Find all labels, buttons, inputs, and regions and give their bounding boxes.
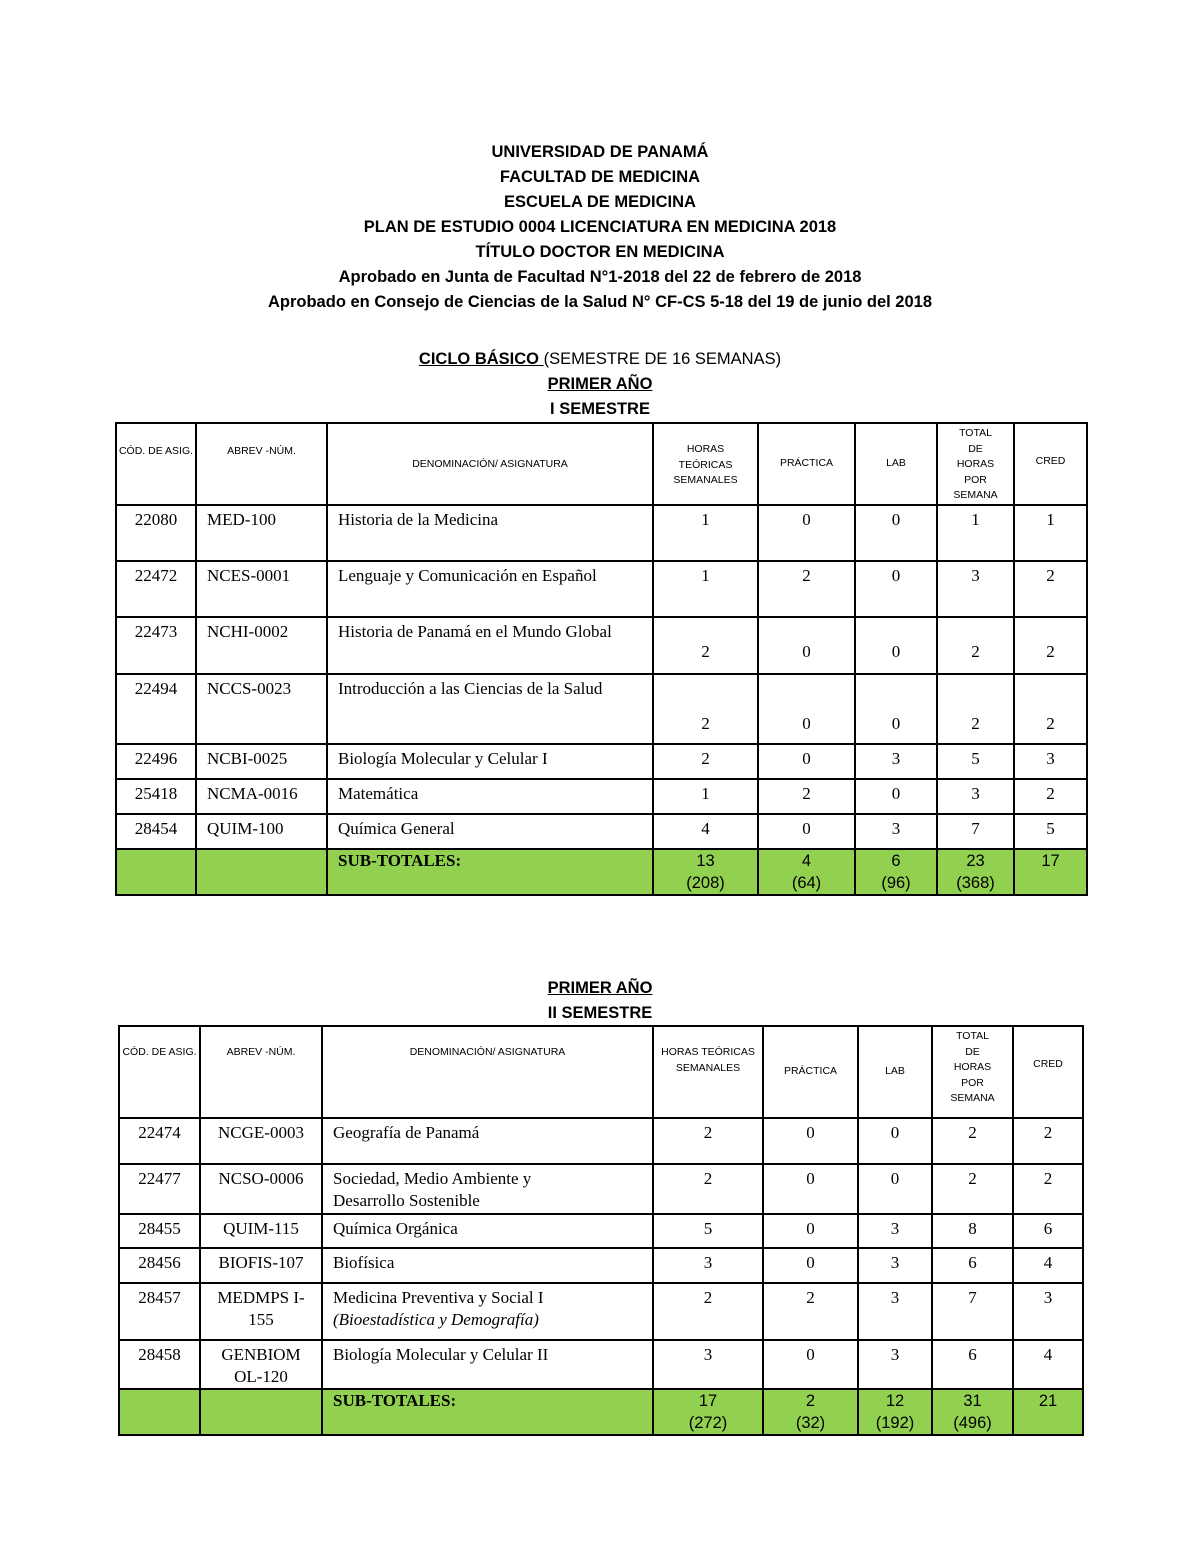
semester1-heading [0, 372, 1200, 422]
header-school: ESCUELA DE MEDICINA [504, 193, 696, 211]
cell-cod: 28454 [116, 814, 196, 849]
cell-lab: 3 [858, 1248, 932, 1283]
cell-cod: 22080 [116, 505, 196, 561]
cell-cred: 2 [1014, 779, 1087, 814]
cell-prac: 0 [758, 744, 855, 779]
subtotal-empty-abrev [196, 849, 327, 895]
table-row [116, 779, 1087, 814]
cell-abrev: GENBIOM OL-120 [200, 1340, 322, 1389]
cell-cred: 2 [1013, 1118, 1083, 1164]
subtotal-empty-abrev [200, 1389, 322, 1435]
cell-abrev: NCGE-0003 [200, 1118, 322, 1164]
cell-cod: 28457 [119, 1283, 200, 1340]
cell-cod: 28456 [119, 1248, 200, 1283]
subtotal-lab-hours: (96) [881, 873, 911, 892]
cell-lab: 0 [855, 674, 937, 744]
subtotal-prac [758, 849, 855, 895]
header-faculty: FACULTAD DE MEDICINA [499, 168, 701, 186]
semester2-heading [0, 976, 1200, 1026]
subtotal-prac-value: 4 [801, 851, 812, 870]
cell-teo: 3 [653, 1340, 763, 1389]
cell-cred: 4 [1013, 1340, 1083, 1389]
table-header-row [119, 1026, 1083, 1118]
cell-prac: 0 [758, 505, 855, 561]
subtotal-teo-value: 13 [696, 851, 715, 870]
cell-cred: 2 [1013, 1164, 1083, 1214]
subtotal-total-value: 31 [963, 1392, 982, 1410]
col-header-horas: HORAS TEÓRICAS SEMANALES [653, 423, 758, 505]
cell-denom-text: Química Orgánica [333, 1219, 458, 1238]
cell-prac: 0 [758, 617, 855, 674]
subtotal-prac [763, 1389, 858, 1435]
cell-denom: Historia de la Medicina [327, 505, 653, 561]
cell-prac: 0 [763, 1118, 858, 1164]
cell-prac: 0 [763, 1164, 858, 1214]
cell-denom [322, 1118, 653, 1164]
cell-denom-text: Biología Molecular y Celular II [333, 1345, 549, 1364]
subtotal-teo-hours: (272) [688, 1414, 728, 1432]
cell-cred: 2 [1014, 617, 1087, 674]
cell-abrev: QUIM-115 [200, 1214, 322, 1248]
cell-teo: 2 [653, 1283, 763, 1340]
cell-denom-text: Sociedad, Medio Ambiente y Desarrollo Sostenible [333, 1169, 532, 1210]
document-header [0, 140, 1200, 315]
cell-total: 1 [937, 505, 1014, 561]
semester2-title: II SEMESTRE [547, 1004, 653, 1022]
subtotal-cred: 17 [1014, 849, 1087, 895]
subtotal-total [937, 849, 1014, 895]
cell-cred: 3 [1014, 744, 1087, 779]
subtotal-cred: 21 [1013, 1389, 1083, 1435]
col-header-total: TOTAL DE HORAS POR SEMANA [937, 423, 1014, 505]
cell-denom [322, 1214, 653, 1248]
subtotal-lab-value: 6 [891, 851, 901, 870]
col-header-denom: DENOMINACIÓN/ ASIGNATURA [322, 1026, 653, 1118]
cell-prac: 0 [763, 1248, 858, 1283]
subtotal-teo-hours: (208) [686, 873, 725, 892]
table-row [116, 561, 1087, 617]
cell-abrev: NCES-0001 [196, 561, 327, 617]
header-approval-faculty: Aprobado en Junta de Facultad N°1-2018 del 22 de febrero de 2018 [338, 268, 862, 286]
semester2-year: PRIMER AÑO [547, 979, 653, 997]
cell-total: 2 [932, 1164, 1013, 1214]
cell-denom [322, 1164, 653, 1214]
table-row [119, 1118, 1083, 1164]
subtotal-row [119, 1389, 1083, 1435]
cell-abrev: NCBI-0025 [196, 744, 327, 779]
subtotal-prac-hours: (64) [791, 873, 822, 892]
cell-denom: Introducción a las Ciencias de la Salud [327, 674, 653, 744]
cell-denom [322, 1340, 653, 1389]
table-row [116, 505, 1087, 561]
semester1-year: PRIMER AÑO [547, 375, 653, 393]
col-header-lab: LAB [858, 1026, 932, 1118]
subtotal-lab [855, 849, 937, 895]
cell-total: 3 [937, 779, 1014, 814]
cell-prac: 2 [763, 1283, 858, 1340]
table-row [119, 1164, 1083, 1214]
subtotal-prac-hours: (32) [795, 1414, 826, 1432]
subtotal-lab-hours: (192) [875, 1414, 915, 1432]
cell-lab: 3 [858, 1214, 932, 1248]
header-degree: TÍTULO DOCTOR EN MEDICINA [475, 243, 725, 261]
cell-total: 3 [937, 561, 1014, 617]
table-row [116, 744, 1087, 779]
cell-denom: Lenguaje y Comunicación en Español [327, 561, 653, 617]
cell-teo: 2 [653, 744, 758, 779]
semester2-table [118, 1025, 1084, 1436]
semester1-table [115, 422, 1088, 896]
col-header-lab: LAB [855, 423, 937, 505]
subtotal-lab-value: 12 [885, 1392, 905, 1410]
cell-lab: 3 [855, 744, 937, 779]
cell-teo: 3 [653, 1248, 763, 1283]
cycle-detail: (SEMESTRE DE 16 SEMANAS) [543, 350, 782, 368]
col-header-total: TOTAL DE HORAS POR SEMANA [932, 1026, 1013, 1118]
header-university: UNIVERSIDAD DE PANAMÁ [491, 143, 709, 161]
cell-prac: 0 [763, 1340, 858, 1389]
col-header-cred: CRED [1014, 423, 1087, 505]
cell-prac: 0 [758, 814, 855, 849]
cell-lab: 0 [855, 505, 937, 561]
subtotal-teo-value: 17 [698, 1392, 718, 1410]
cell-cod: 22477 [119, 1164, 200, 1214]
col-header-practica: PRÁCTICA [758, 423, 855, 505]
table-header-row [116, 423, 1087, 505]
cell-lab: 3 [858, 1283, 932, 1340]
table-row [119, 1214, 1083, 1248]
cell-denom: Historia de Panamá en el Mundo Global [327, 617, 653, 674]
table-row [119, 1248, 1083, 1283]
cell-lab: 3 [855, 814, 937, 849]
subtotal-empty-cod [116, 849, 196, 895]
cell-lab: 0 [855, 779, 937, 814]
cell-cod: 22474 [119, 1118, 200, 1164]
table-row [119, 1283, 1083, 1340]
cell-cod: 22473 [116, 617, 196, 674]
cell-lab: 3 [858, 1340, 932, 1389]
subtotal-row [116, 849, 1087, 895]
cycle-heading [0, 347, 1200, 372]
cell-cred: 5 [1014, 814, 1087, 849]
cell-denom [322, 1283, 653, 1340]
col-header-abrev: ABREV -NÚM. [200, 1026, 322, 1118]
cell-total: 8 [932, 1214, 1013, 1248]
cell-lab: 0 [858, 1118, 932, 1164]
cell-denom: Biología Molecular y Celular I [327, 744, 653, 779]
cell-prac: 0 [763, 1214, 858, 1248]
subtotal-prac-value: 2 [805, 1392, 816, 1410]
cell-abrev: BIOFIS-107 [200, 1248, 322, 1283]
cell-lab: 0 [855, 561, 937, 617]
col-header-cod: CÓD. DE ASIG. [119, 1026, 200, 1118]
col-header-abrev: ABREV -NÚM. [196, 423, 327, 505]
cell-cod: 22472 [116, 561, 196, 617]
cell-cred: 2 [1014, 561, 1087, 617]
cell-prac: 2 [758, 561, 855, 617]
cell-abrev: MEDMPS I-155 [200, 1283, 322, 1340]
table-row [116, 617, 1087, 674]
cell-total: 5 [937, 744, 1014, 779]
cell-total: 2 [937, 674, 1014, 744]
cell-prac: 2 [758, 779, 855, 814]
table-row [116, 674, 1087, 744]
subtotal-total-value: 23 [966, 851, 985, 870]
cell-total: 6 [932, 1248, 1013, 1283]
cell-cod: 22496 [116, 744, 196, 779]
cell-abrev: QUIM-100 [196, 814, 327, 849]
cell-abrev: NCHI-0002 [196, 617, 327, 674]
cell-teo: 2 [653, 674, 758, 744]
cell-cred: 1 [1014, 505, 1087, 561]
cell-cod: 28455 [119, 1214, 200, 1248]
cell-cred: 2 [1014, 674, 1087, 744]
subtotal-total [932, 1389, 1013, 1435]
cell-teo: 1 [653, 779, 758, 814]
cell-total: 7 [937, 814, 1014, 849]
cell-teo: 4 [653, 814, 758, 849]
col-header-cred: CRED [1013, 1026, 1083, 1118]
cell-abrev: NCSO-0006 [200, 1164, 322, 1214]
cell-total: 2 [932, 1118, 1013, 1164]
subtotal-label: SUB-TOTALES: [322, 1389, 653, 1435]
col-header-practica: PRÁCTICA [763, 1026, 858, 1118]
col-header-denom: DENOMINACIÓN/ ASIGNATURA [327, 423, 653, 505]
cell-total: 2 [937, 617, 1014, 674]
subtotal-teo [653, 849, 758, 895]
cell-denom-text: Medicina Preventiva y Social I [333, 1288, 544, 1307]
header-plan: PLAN DE ESTUDIO 0004 LICENCIATURA EN MEDICINA 2018 [363, 218, 837, 236]
cell-cod: 22494 [116, 674, 196, 744]
cell-lab: 0 [855, 617, 937, 674]
cell-denom: Química General [327, 814, 653, 849]
cell-prac: 0 [758, 674, 855, 744]
cell-total: 6 [932, 1340, 1013, 1389]
cell-denom: Matemática [327, 779, 653, 814]
cell-cred: 6 [1013, 1214, 1083, 1248]
cell-denom-text: Geografía de Panamá [333, 1123, 480, 1142]
cell-teo: 2 [653, 1164, 763, 1214]
table-row [116, 814, 1087, 849]
cell-lab: 0 [858, 1164, 932, 1214]
cell-teo: 1 [653, 505, 758, 561]
subtotal-lab [858, 1389, 932, 1435]
table-row [119, 1340, 1083, 1389]
subtotal-teo [653, 1389, 763, 1435]
cell-teo: 2 [653, 617, 758, 674]
cell-abrev: NCMA-0016 [196, 779, 327, 814]
cell-cred: 3 [1013, 1283, 1083, 1340]
subtotal-total-hours: (496) [953, 1414, 992, 1432]
cell-abrev: NCCS-0023 [196, 674, 327, 744]
cell-cod: 28458 [119, 1340, 200, 1389]
header-approval-council: Aprobado en Consejo de Ciencias de la Salud N° CF-CS 5-18 del 19 de junio del 2018 [267, 293, 932, 311]
cell-total: 7 [932, 1283, 1013, 1340]
cell-teo: 5 [653, 1214, 763, 1248]
semester1-title: I SEMESTRE [550, 400, 650, 418]
subtotal-label: SUB-TOTALES: [327, 849, 653, 895]
cell-denom-subtitle: (Bioestadística y Demografía) [333, 1310, 539, 1329]
cell-cred: 4 [1013, 1248, 1083, 1283]
cycle-title: CICLO BÁSICO [418, 350, 544, 368]
subtotal-total-hours: (368) [956, 873, 995, 892]
cell-denom-text: Biofísica [333, 1253, 395, 1272]
cell-teo: 1 [653, 561, 758, 617]
col-header-horas: HORAS TEÓRICAS SEMANALES [653, 1026, 763, 1118]
cell-cod: 25418 [116, 779, 196, 814]
cell-teo: 2 [653, 1118, 763, 1164]
col-header-cod: CÓD. DE ASIG. [116, 423, 196, 505]
cell-denom [322, 1248, 653, 1283]
cell-abrev: MED-100 [196, 505, 327, 561]
subtotal-empty-cod [119, 1389, 200, 1435]
